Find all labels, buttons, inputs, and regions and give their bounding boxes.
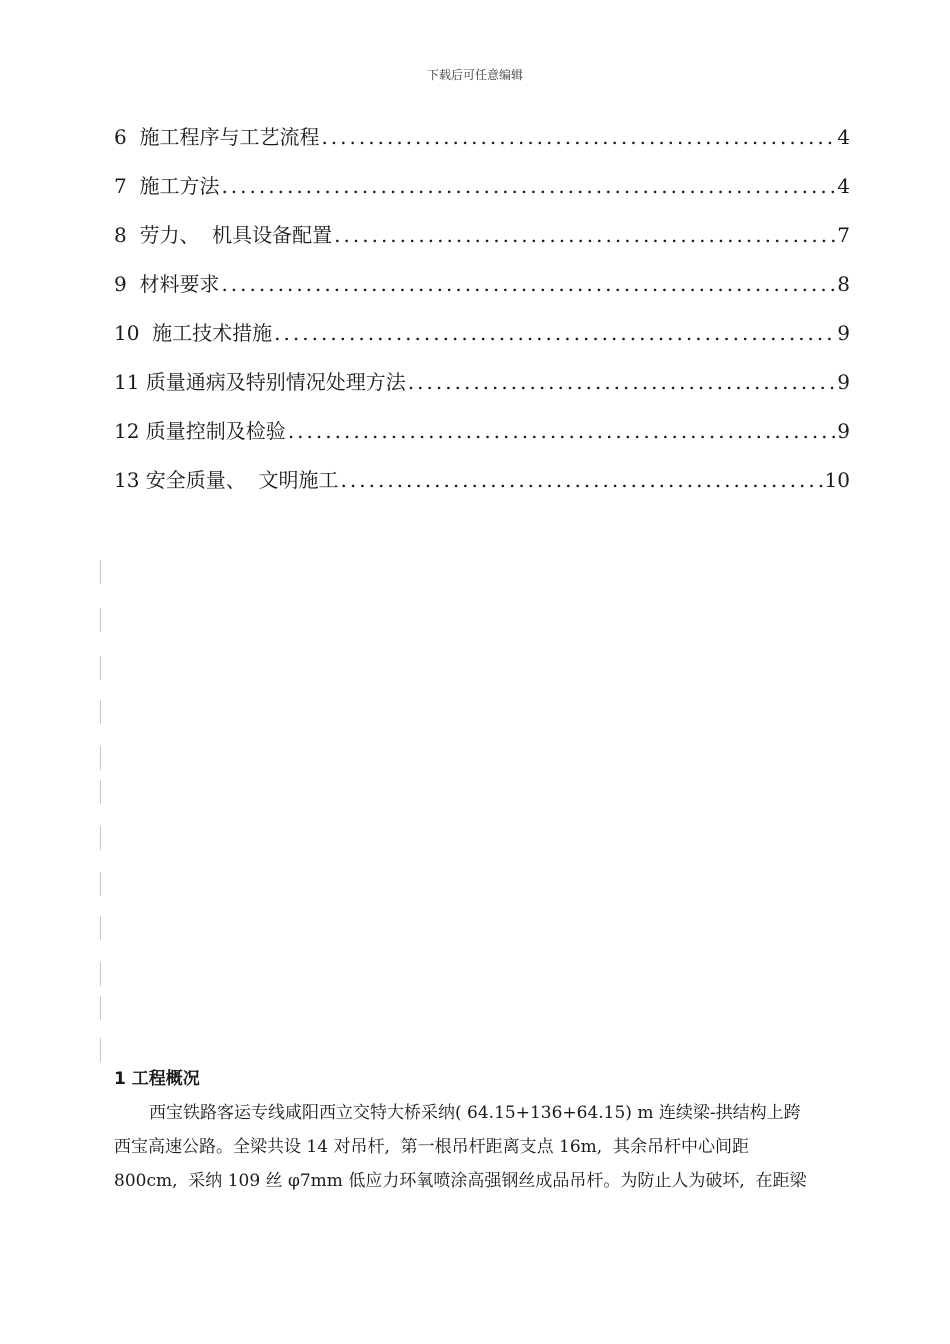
toc-leader-dots bbox=[288, 418, 835, 444]
toc-entry[interactable] bbox=[114, 124, 850, 173]
toc-entry-page: 4 bbox=[837, 174, 850, 198]
margin-bar bbox=[100, 700, 101, 724]
toc-entry-title: 12 质量控制及检验 bbox=[114, 419, 286, 443]
toc-entry-title: 8 劳力、 机具设备配置 bbox=[114, 223, 333, 247]
margin-bar bbox=[100, 608, 101, 632]
toc-leader-dots bbox=[221, 271, 835, 297]
toc-leader-dots bbox=[341, 467, 823, 493]
toc-entry[interactable] bbox=[114, 173, 850, 222]
toc-entry[interactable] bbox=[114, 320, 850, 369]
paragraph-line: 800cm, 采纳 109 丝 φ7mm 低应力环氧喷涂高强钢丝成品吊杆。为防止人为破坏, 在距梁 bbox=[114, 1171, 807, 1191]
table-of-contents bbox=[114, 124, 850, 516]
margin-bar bbox=[100, 916, 101, 940]
margin-bar bbox=[100, 1038, 101, 1062]
toc-leader-dots bbox=[334, 222, 835, 248]
toc-leader-dots bbox=[274, 320, 835, 346]
margin-bar bbox=[100, 872, 101, 896]
margin-bar bbox=[100, 826, 101, 850]
margin-bar bbox=[100, 560, 101, 584]
toc-entry-page: 10 bbox=[824, 468, 850, 492]
toc-entry[interactable] bbox=[114, 271, 850, 320]
paragraph-line: 西宝高速公路。全梁共设 14 对吊杆, 第一根吊杆距离支点 16m, 其余吊杆中心间距 bbox=[114, 1137, 750, 1157]
toc-entry[interactable] bbox=[114, 418, 850, 467]
toc-entry-page: 9 bbox=[837, 370, 850, 394]
toc-entry-page: 4 bbox=[837, 125, 850, 149]
toc-leader-dots bbox=[408, 369, 835, 395]
toc-entry-title: 13 安全质量、 文明施工 bbox=[114, 468, 339, 492]
toc-entry-title: 9 材料要求 bbox=[114, 272, 220, 296]
toc-entry-page: 8 bbox=[837, 272, 850, 296]
toc-entry[interactable] bbox=[114, 369, 850, 418]
toc-entry[interactable] bbox=[114, 467, 850, 516]
toc-entry-title: 11 质量通病及特别情况处理方法 bbox=[114, 370, 406, 394]
page-header: 下载后可任意编辑 bbox=[426, 68, 523, 82]
toc-entry-title: 6 施工程序与工艺流程 bbox=[114, 125, 320, 149]
toc-leader-dots bbox=[321, 124, 835, 150]
section-heading: 1 工程概况 bbox=[114, 1069, 200, 1089]
body-paragraph bbox=[114, 1096, 860, 1198]
margin-bar bbox=[100, 996, 101, 1020]
margin-bar bbox=[100, 780, 101, 804]
toc-leader-dots bbox=[221, 173, 835, 199]
toc-entry-page: 9 bbox=[837, 419, 850, 443]
toc-entry-title: 7 施工方法 bbox=[114, 174, 220, 198]
margin-bar bbox=[100, 962, 101, 986]
toc-entry-page: 9 bbox=[837, 321, 850, 345]
margin-bar bbox=[100, 746, 101, 770]
margin-bar bbox=[100, 656, 101, 680]
toc-entry-page: 7 bbox=[837, 223, 850, 247]
paragraph-line: 西宝铁路客运专线咸阳西立交特大桥采纳( 64.15+136+64.15) m 连续梁-拱结构上跨 bbox=[149, 1103, 801, 1123]
toc-entry[interactable] bbox=[114, 222, 850, 271]
toc-entry-title: 10 施工技术措施 bbox=[114, 321, 273, 345]
